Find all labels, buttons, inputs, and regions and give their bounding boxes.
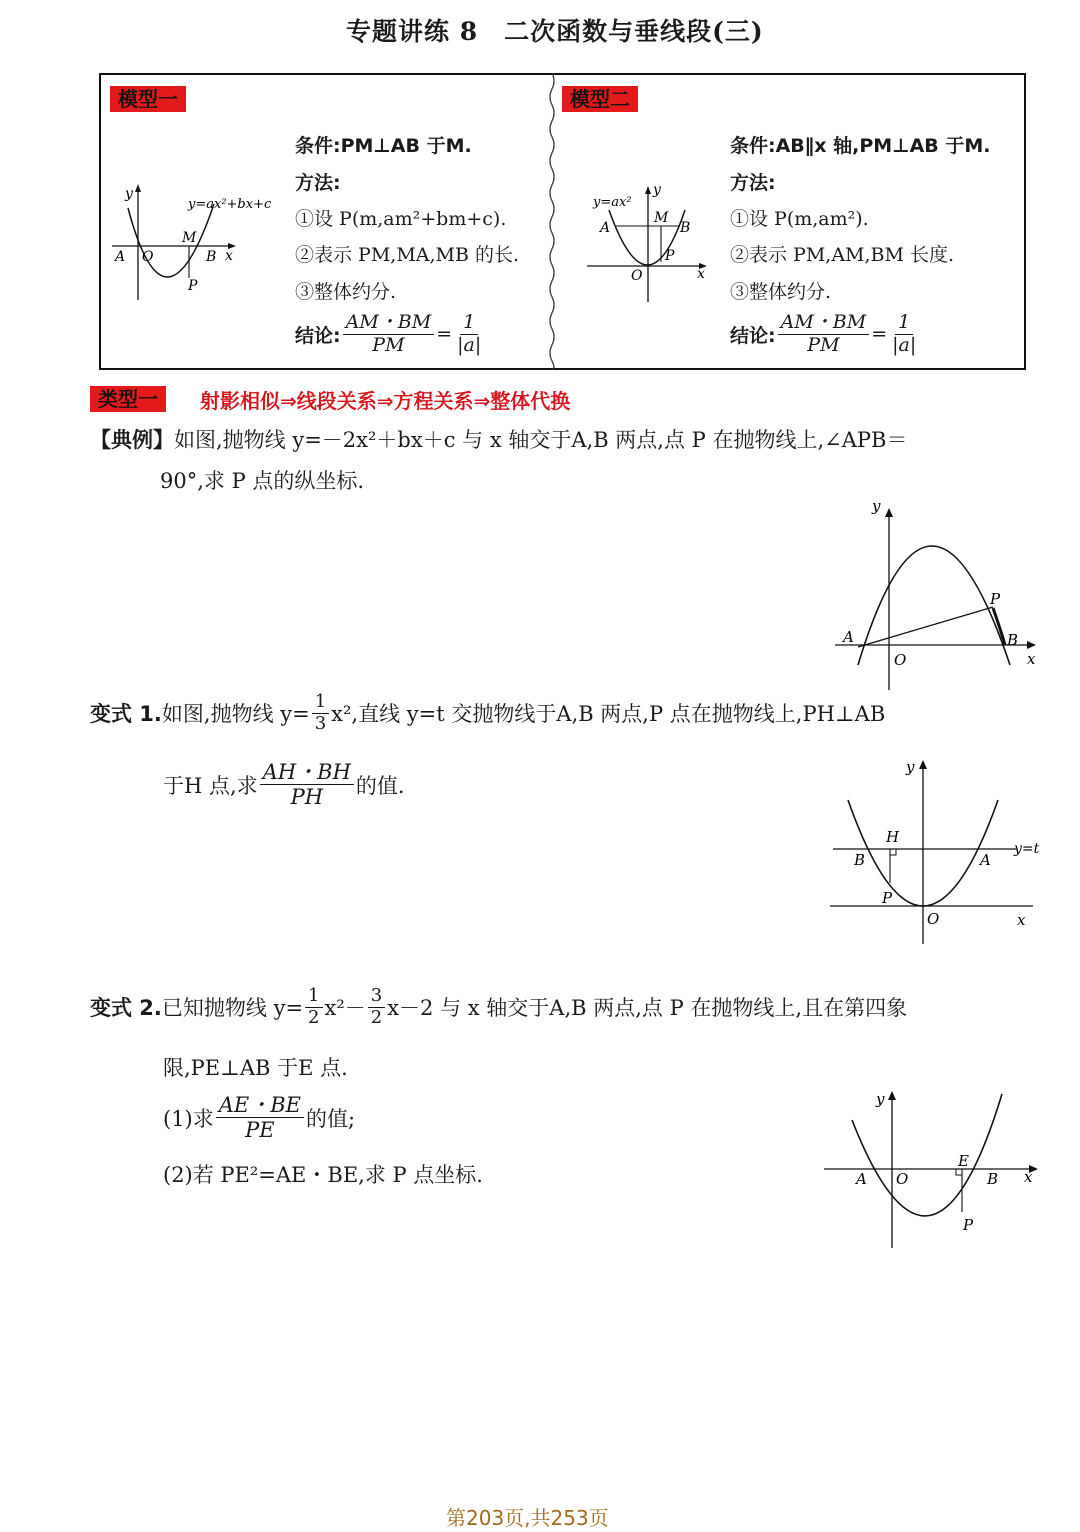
- m1-step3: ③整体约分.: [295, 281, 397, 303]
- m1-rhs-den: |a|: [457, 333, 482, 356]
- variant2-mid: x²－: [324, 996, 366, 1021]
- variant2-f1-den: 2: [308, 1006, 320, 1028]
- wavy-divider: [546, 73, 558, 370]
- m2-step2: ②表示 PM,AM,BM 长度.: [730, 244, 955, 266]
- ex-O-label: O: [894, 651, 907, 669]
- v1-x-label: x: [1017, 911, 1026, 929]
- m2-M-label: M: [654, 210, 669, 226]
- ex-A-label: A: [843, 628, 854, 646]
- v2-B-label: B: [987, 1170, 999, 1188]
- variant2-line2: 限,PE⊥AB 于E 点.: [163, 1056, 348, 1080]
- m1-conclusion: [295, 312, 486, 357]
- m2-O-label: O: [631, 268, 643, 284]
- type1-desc: 射影相似⇒线段关系⇒方程关系⇒整体代换: [200, 389, 571, 413]
- variant2-q1: [163, 1093, 355, 1142]
- m2-condition: 条件:AB∥x 轴,PM⊥AB 于M.: [730, 135, 991, 157]
- m2-rhs-den: |a|: [892, 333, 917, 356]
- variant2-f2-den: 2: [370, 1006, 383, 1028]
- v2-x-label: x: [1024, 1168, 1033, 1186]
- m1-rhs-num: 1: [460, 312, 478, 335]
- m2-conclusion: [730, 312, 921, 357]
- v1-H-label: H: [886, 828, 900, 846]
- variant2-line1: [90, 986, 907, 1028]
- example-line1: [90, 424, 907, 454]
- m2-P-label: P: [665, 248, 675, 264]
- m1-A-label: A: [115, 249, 126, 265]
- variant1-q-den: PH: [290, 785, 324, 810]
- m2-A-label: A: [600, 220, 611, 236]
- variant1-pre: 如图,抛物线 y=: [161, 702, 310, 727]
- m1-O-label: O: [142, 249, 154, 265]
- variant1-q-num: AH・BH: [260, 760, 354, 785]
- v1-B-label: B: [854, 851, 866, 869]
- m1-x-label: x: [225, 248, 233, 264]
- variant2-f2-num: 3: [368, 986, 385, 1008]
- ex-B-label: B: [1007, 631, 1019, 649]
- model2-tag: 模型二: [562, 86, 638, 112]
- m1-M-label: M: [182, 230, 197, 246]
- variant1-line2: [163, 760, 405, 809]
- example-text1: 如图,抛物线 y=－2x²＋bx＋c 与 x 轴交于A,B 两点,点 P 在抛物线上,∠APB＝: [174, 428, 908, 452]
- v2-O-label: O: [896, 1170, 909, 1188]
- variant2-graph: [822, 1082, 1047, 1254]
- v1-P-label: P: [882, 889, 893, 907]
- m2-B-label: B: [680, 220, 691, 236]
- m1-P-label: P: [188, 278, 198, 294]
- variant2-q1-pre: (1)求: [163, 1106, 214, 1131]
- m1-condition: [295, 131, 472, 158]
- m2-frac-num: AM・BM: [778, 312, 870, 335]
- model1-tag: 模型一: [110, 86, 186, 112]
- variant1-f-den: 3: [314, 712, 327, 734]
- m1-step2: ②表示 PM,MA,MB 的长.: [295, 244, 520, 266]
- example-line2: 90°,求 P 点的纵坐标.: [160, 469, 365, 493]
- m2-y-label: y: [653, 182, 661, 198]
- example-label: 【典例】: [90, 428, 174, 452]
- v1-O-label: O: [927, 910, 940, 928]
- v2-E-label: E: [958, 1152, 969, 1170]
- page-title: 专题讲练 8 二次函数与垂线段(三): [346, 17, 764, 46]
- model1-graph: [108, 180, 288, 305]
- m1-y-label: y: [125, 186, 133, 202]
- variant1-post: x²,直线 y=t 交抛物线于A,B 两点,P 点在抛物线上,PH⊥AB: [331, 702, 886, 727]
- ex-x-label: x: [1027, 650, 1036, 668]
- m1-frac-num: AM・BM: [343, 312, 435, 335]
- variant2-q2: (2)若 PE²=AE・BE,求 P 点坐标.: [163, 1163, 483, 1187]
- ex-P-label: P: [990, 590, 1001, 608]
- m1-step1: ①设 P(m,am²+bm+c).: [295, 208, 507, 230]
- v2-A-label: A: [856, 1170, 867, 1188]
- variant1-line2-post: 的值.: [355, 773, 405, 798]
- variant2-q1-den: PE: [245, 1118, 275, 1143]
- variant2-post: x－2 与 x 轴交于A,B 两点,点 P 在抛物线上,且在第四象: [387, 996, 908, 1021]
- model2-graph: [585, 180, 715, 305]
- m1-condition-text: 条件:PM⊥AB 于M.: [295, 135, 472, 157]
- variant1-graph: [828, 752, 1050, 952]
- variant2-q1-post: 的值;: [306, 1106, 356, 1131]
- m2-eq-label: y=ax²: [593, 195, 632, 210]
- m1-method-label: 方法:: [295, 172, 341, 194]
- m2-frac-den: PM: [807, 333, 840, 356]
- m2-x-label: x: [697, 266, 705, 282]
- v1-yt-label: y=t: [1014, 841, 1040, 857]
- m2-step1: ①设 P(m,am²).: [730, 208, 869, 230]
- variant1-label: 变式 1.: [90, 702, 162, 727]
- m1-equals: =: [436, 323, 453, 346]
- variant1-line2-pre: 于H 点,求: [163, 773, 258, 798]
- variant2-pre: 已知抛物线 y=: [161, 996, 304, 1021]
- m1-frac-den: PM: [372, 333, 405, 356]
- m2-method-label: 方法:: [730, 172, 776, 194]
- v1-A-label: A: [980, 851, 991, 869]
- page-number: 第203页,共253页: [446, 1506, 609, 1530]
- variant1-f-num: 1: [312, 692, 329, 714]
- m2-rhs-num: 1: [895, 312, 913, 335]
- v2-y-label: y: [876, 1090, 885, 1108]
- m1-eq-label: y=ax²+bx+c: [188, 197, 272, 212]
- m1-B-label: B: [206, 249, 217, 265]
- v1-y-label: y: [906, 758, 915, 776]
- m2-equals: =: [871, 323, 888, 346]
- variant2-label: 变式 2.: [90, 996, 162, 1021]
- example-graph: [830, 495, 1045, 695]
- m1-conclusion-label: 结论:: [295, 324, 341, 347]
- v2-P-label: P: [963, 1216, 974, 1234]
- variant1-line1: [90, 692, 885, 734]
- variant2-f1-num: 1: [305, 986, 322, 1008]
- m2-step3: ③整体约分.: [730, 281, 832, 303]
- ex-y-label: y: [872, 497, 881, 515]
- m2-conclusion-label: 结论:: [730, 324, 776, 347]
- variant2-q1-num: AE・BE: [216, 1093, 304, 1118]
- type1-tag: 类型一: [90, 386, 166, 412]
